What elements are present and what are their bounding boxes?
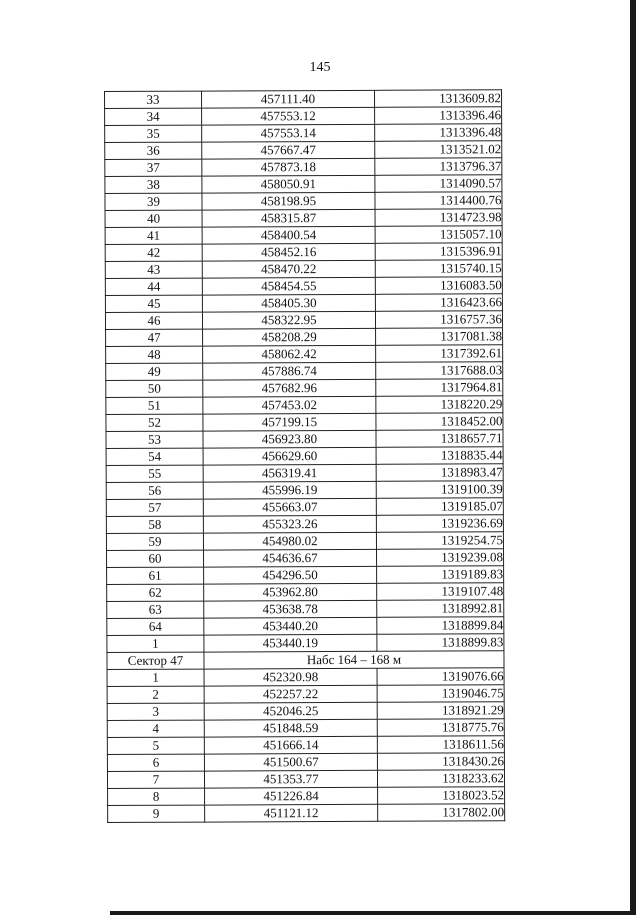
- coordinate-x: 451353.77: [204, 770, 377, 788]
- table-row: [107, 770, 504, 789]
- coordinate-x: 451500.67: [204, 753, 377, 771]
- point-number: 35: [105, 125, 202, 142]
- coordinate-x: 457199.15: [203, 413, 376, 431]
- coordinate-y: 1317964.81: [376, 379, 503, 397]
- table-row: [108, 804, 505, 823]
- coordinate-x: 458208.29: [203, 328, 376, 346]
- point-number: 36: [105, 142, 202, 159]
- coordinate-y: 1318452.00: [376, 413, 503, 431]
- table-row: [107, 549, 504, 568]
- coordinates-rows-sector: [107, 668, 505, 823]
- coordinate-x: 453440.19: [204, 634, 377, 652]
- table-row: [106, 379, 503, 398]
- point-number: 34: [105, 108, 202, 125]
- coordinate-x: 455323.26: [203, 515, 376, 533]
- table-row: [106, 345, 503, 364]
- point-number: 50: [106, 380, 203, 397]
- coordinate-x: 458454.55: [202, 277, 375, 295]
- coordinate-y: 1317392.61: [376, 345, 503, 363]
- point-number: 58: [106, 516, 203, 533]
- coordinate-x: 457111.40: [202, 90, 375, 108]
- coordinate-x: 451121.12: [205, 804, 378, 822]
- coordinate-x: 455663.07: [203, 498, 376, 516]
- point-number: 64: [107, 618, 204, 635]
- point-number: 33: [105, 91, 202, 108]
- coordinate-x: 454296.50: [204, 566, 377, 584]
- point-number: 1: [107, 669, 204, 686]
- table-row: [105, 141, 502, 160]
- point-number: 57: [106, 499, 203, 516]
- coordinate-y: 1314723.98: [375, 209, 502, 227]
- point-number: 39: [105, 193, 202, 210]
- point-number: 63: [107, 601, 204, 618]
- coordinate-x: 456923.80: [203, 430, 376, 448]
- point-number: 6: [107, 754, 204, 771]
- coordinate-x: 457667.47: [202, 141, 375, 159]
- table-row: [107, 685, 504, 704]
- point-number: 44: [105, 278, 202, 295]
- point-number: 52: [106, 414, 203, 431]
- point-number: 56: [106, 482, 203, 499]
- sector-header: [107, 651, 504, 670]
- coordinate-x: 457886.74: [203, 362, 376, 380]
- coordinate-y: 1319107.48: [377, 583, 504, 601]
- coordinate-x: 452320.98: [204, 668, 377, 686]
- point-number: 54: [106, 448, 203, 465]
- point-number: 3: [107, 703, 204, 720]
- coordinate-x: 457553.14: [202, 124, 375, 142]
- point-number: 48: [106, 346, 203, 363]
- coordinate-x: 452257.22: [204, 685, 377, 703]
- table-row: [105, 107, 502, 126]
- point-number: 5: [107, 737, 204, 754]
- coordinate-x: 456629.60: [203, 447, 376, 465]
- coordinate-y: 1318233.62: [377, 770, 504, 788]
- table-row: [105, 260, 502, 279]
- table-row: [106, 430, 503, 449]
- table-row: [105, 209, 502, 228]
- coordinate-x: 458452.16: [202, 243, 375, 261]
- coordinate-y: 1318611.56: [377, 736, 504, 754]
- table-row: [106, 328, 503, 347]
- page-number: 145: [309, 60, 331, 75]
- table-row: [107, 736, 504, 755]
- point-number: 8: [108, 788, 205, 805]
- point-number: 9: [108, 805, 205, 822]
- table-row: [107, 566, 504, 585]
- table-row: [107, 753, 504, 772]
- table-row: [106, 498, 503, 517]
- table-row: [107, 719, 504, 738]
- coordinate-y: 1318983.47: [376, 464, 503, 482]
- table-row: [105, 158, 502, 177]
- scan-border-bottom: [110, 911, 635, 915]
- coordinate-y: 1317081.38: [376, 328, 503, 346]
- table-row: [106, 481, 503, 500]
- coordinate-y: 1319239.08: [377, 549, 504, 567]
- point-number: 1: [107, 635, 204, 652]
- point-number: 38: [105, 176, 202, 193]
- point-number: 4: [107, 720, 204, 737]
- point-number: 37: [105, 159, 202, 176]
- coordinate-y: 1315057.10: [375, 226, 502, 244]
- point-number: 55: [106, 465, 203, 482]
- table-row: [105, 294, 502, 313]
- coordinate-y: 1313521.02: [375, 141, 502, 159]
- coordinate-y: 1313796.37: [375, 158, 502, 176]
- point-number: 60: [107, 550, 204, 567]
- point-number: 43: [105, 261, 202, 278]
- coordinate-y: 1318220.29: [376, 396, 503, 414]
- table-row: [105, 243, 502, 262]
- coordinate-y: 1319185.07: [376, 498, 503, 516]
- point-number: 59: [106, 533, 203, 550]
- coordinate-y: 1318992.81: [377, 600, 504, 618]
- point-number: 46: [105, 312, 202, 329]
- coordinate-x: 458470.22: [202, 260, 375, 278]
- table-row: [107, 600, 504, 619]
- point-number: 51: [106, 397, 203, 414]
- coordinates-rows-main: [105, 90, 504, 653]
- coordinate-x: 457682.96: [203, 379, 376, 397]
- point-number: 2: [107, 686, 204, 703]
- table-row: [108, 787, 505, 806]
- table-row: [105, 124, 502, 143]
- sector-title: Набс 164 – 168 м: [204, 651, 504, 669]
- table-row: [105, 226, 502, 245]
- coordinate-y: 1315396.91: [375, 243, 502, 261]
- table-row: [107, 702, 504, 721]
- table-row: [105, 311, 502, 330]
- point-number: 40: [105, 210, 202, 227]
- table-row: [106, 413, 503, 432]
- coordinate-x: 458405.30: [202, 294, 375, 312]
- coordinate-y: 1313609.82: [374, 90, 501, 108]
- table-row: [107, 617, 504, 636]
- coordinate-y: 1318899.84: [377, 617, 504, 635]
- table-row: [107, 583, 504, 602]
- scan-border-right: [630, 0, 636, 915]
- point-number: 42: [105, 244, 202, 261]
- coordinates-table: [104, 89, 505, 823]
- coordinate-y: 1319076.66: [377, 668, 504, 686]
- coordinate-y: 1319189.83: [377, 566, 504, 584]
- point-number: 47: [106, 329, 203, 346]
- coordinate-y: 1314400.76: [375, 192, 502, 210]
- table-row: [106, 447, 503, 466]
- coordinate-y: 1316083.50: [375, 277, 502, 295]
- coordinate-x: 456319.41: [203, 464, 376, 482]
- coordinate-y: 1319254.75: [376, 532, 503, 550]
- coordinate-y: 1318775.76: [377, 719, 504, 737]
- coordinate-y: 1313396.48: [375, 124, 502, 142]
- table-row: [106, 515, 503, 534]
- point-number: 41: [105, 227, 202, 244]
- coordinate-y: 1316757.36: [375, 311, 502, 329]
- coordinate-x: 453638.78: [204, 600, 377, 618]
- coordinate-x: 457553.12: [202, 107, 375, 125]
- coordinate-x: 458322.95: [202, 311, 375, 329]
- coordinate-y: 1318430.26: [377, 753, 504, 771]
- table-row: [106, 362, 503, 381]
- point-number: 62: [107, 584, 204, 601]
- coordinate-x: 451848.59: [204, 719, 377, 737]
- table-row: [107, 668, 504, 687]
- coordinate-y: 1314090.57: [375, 175, 502, 193]
- table-row: [105, 175, 502, 194]
- coordinate-y: 1318023.52: [378, 787, 505, 805]
- sector-label: Сектор 47: [107, 652, 204, 669]
- coordinate-y: 1319100.39: [376, 481, 503, 499]
- coordinate-y: 1316423.66: [375, 294, 502, 312]
- coordinate-x: 458400.54: [202, 226, 375, 244]
- coordinate-y: 1319046.75: [377, 685, 504, 703]
- point-number: 7: [107, 771, 204, 788]
- table-row: [105, 192, 502, 211]
- coordinate-y: 1318921.29: [377, 702, 504, 720]
- coordinate-x: 452046.25: [204, 702, 377, 720]
- point-number: 45: [105, 295, 202, 312]
- table-row: [106, 532, 503, 551]
- coordinate-y: 1317802.00: [378, 804, 505, 822]
- coordinate-x: 454636.67: [204, 549, 377, 567]
- point-number: 53: [106, 431, 203, 448]
- coordinate-x: 458062.42: [203, 345, 376, 363]
- coordinate-x: 454980.02: [203, 532, 376, 550]
- coordinate-y: 1315740.15: [375, 260, 502, 278]
- table-row: [105, 277, 502, 296]
- table-row: [105, 90, 502, 109]
- coordinate-x: 458315.87: [202, 209, 375, 227]
- table-row: [106, 396, 503, 415]
- coordinate-x: 451666.14: [204, 736, 377, 754]
- coordinate-y: 1318835.44: [376, 447, 503, 465]
- point-number: 49: [106, 363, 203, 380]
- coordinate-y: 1318657.71: [376, 430, 503, 448]
- coordinate-x: 458050.91: [202, 175, 375, 193]
- point-number: 61: [107, 567, 204, 584]
- coordinate-x: 458198.95: [202, 192, 375, 210]
- sector-row: [107, 651, 504, 670]
- coordinate-x: 457453.02: [203, 396, 376, 414]
- coordinate-x: 455996.19: [203, 481, 376, 499]
- coordinate-x: 453440.20: [204, 617, 377, 635]
- coordinate-y: 1318899.83: [377, 634, 504, 652]
- coordinate-x: 453962.80: [204, 583, 377, 601]
- table-row: [106, 464, 503, 483]
- table-row: [107, 634, 504, 653]
- coordinate-x: 451226.84: [205, 787, 378, 805]
- coordinate-x: 457873.18: [202, 158, 375, 176]
- coordinate-y: 1313396.46: [375, 107, 502, 125]
- coordinate-y: 1317688.03: [376, 362, 503, 380]
- coordinate-y: 1319236.69: [376, 515, 503, 533]
